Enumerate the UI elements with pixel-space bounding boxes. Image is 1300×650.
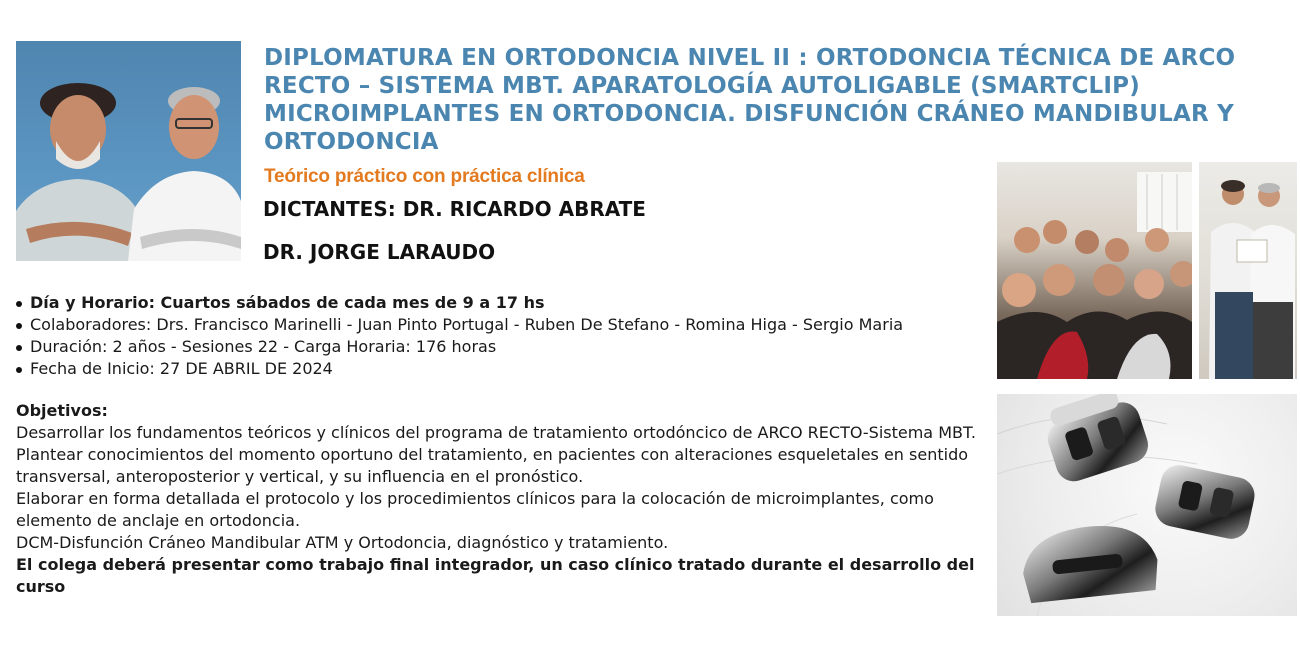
objective-final-requirement: El colega deberá presentar como trabajo final integrador, un caso clínico tratado durante el desarrollo del curso [16, 555, 975, 596]
info-duration: Duración: 2 años - Sesiones 22 - Carga Horaria: 176 horas [15, 336, 903, 358]
info-start-date: Fecha de Inicio: 27 DE ABRIL DE 2024 [15, 358, 903, 380]
group-photo [997, 162, 1192, 379]
course-subtitle: Teórico práctico con práctica clínica [264, 166, 585, 187]
lecturer-secondary: DR. JORGE LARAUDO [263, 240, 496, 264]
objectives-section [16, 400, 976, 598]
doctors-photo [16, 41, 241, 261]
objective-item: Plantear conocimientos del momento oportuno del tratamiento, en pacientes con alteraciones esqueletales en sentido transversal, anteroposterior y vertical, y su influencia en el pronóstico. [16, 445, 969, 486]
lecturer-primary: DICTANTES: DR. RICARDO ABRATE [263, 197, 646, 221]
brackets-image [997, 394, 1297, 616]
course-info-list [15, 292, 903, 380]
diploma-photo [1199, 162, 1297, 379]
objective-item: DCM-Disfunción Cráneo Mandibular ATM y Ortodoncia, diagnóstico y tratamiento. [16, 533, 669, 552]
info-collaborators: Colaboradores: Drs. Francisco Marinelli - Juan Pinto Portugal - Ruben De Stefano - Romina Higa - Sergio Maria [15, 314, 903, 336]
info-schedule: Día y Horario: Cuartos sábados de cada mes de 9 a 17 hs [15, 292, 903, 314]
course-title: DIPLOMATURA EN ORTODONCIA NIVEL II : ORTODONCIA TÉCNICA DE ARCO RECTO – SISTEMA MBT. APARATOLOGÍA AUTOLIGABLE (SMARTCLIP) MICROIMPLANTES EN ORTODONCIA. DISFUNCIÓN CRÁNEO MANDIBULAR Y ORTODONCIA [264, 45, 1236, 155]
objectives-heading: Objetivos: [16, 401, 108, 420]
objective-item: Desarrollar los fundamentos teóricos y clínicos del programa de tratamiento ortodóncico de ARCO RECTO-Sistema MBT. [16, 423, 976, 442]
objective-item: Elaborar en forma detallada el protocolo y los procedimientos clínicos para la colocación de microimplantes, como elemento de anclaje en ortodoncia. [16, 489, 934, 530]
